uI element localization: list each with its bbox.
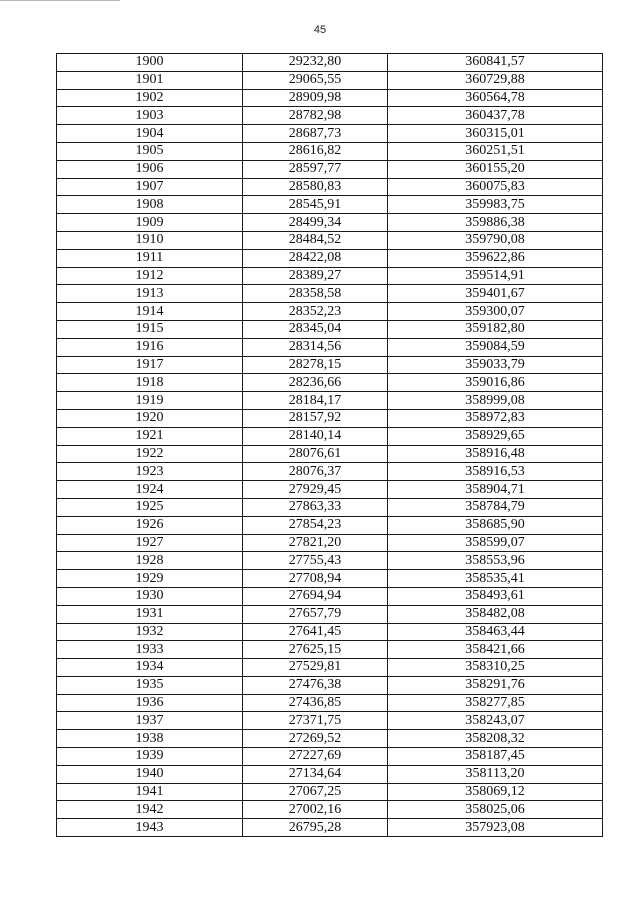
value-b-cell: 358685,90 (388, 516, 603, 534)
value-b-cell: 358916,53 (388, 463, 603, 481)
value-b-cell: 358113,20 (388, 765, 603, 783)
table-row (57, 214, 603, 232)
table-row (57, 605, 603, 623)
year-cell: 1935 (57, 676, 243, 694)
table-row (57, 552, 603, 570)
year-cell: 1923 (57, 463, 243, 481)
value-b-cell: 358904,71 (388, 481, 603, 499)
value-a-cell: 28580,83 (243, 178, 388, 196)
year-cell: 1915 (57, 320, 243, 338)
page-number: 45 (313, 24, 327, 36)
value-a-cell: 27821,20 (243, 534, 388, 552)
value-a-cell: 28597,77 (243, 160, 388, 178)
value-b-cell: 359182,80 (388, 320, 603, 338)
table-row (57, 356, 603, 374)
value-a-cell: 27755,43 (243, 552, 388, 570)
year-cell: 1938 (57, 730, 243, 748)
value-a-cell: 28422,08 (243, 249, 388, 267)
value-b-cell: 358916,48 (388, 445, 603, 463)
table-row (57, 623, 603, 641)
value-a-cell: 27854,23 (243, 516, 388, 534)
value-b-cell: 359790,08 (388, 231, 603, 249)
value-a-cell: 28140,14 (243, 427, 388, 445)
value-a-cell: 29232,80 (243, 54, 388, 72)
value-b-cell: 358482,08 (388, 605, 603, 623)
table-row (57, 267, 603, 285)
year-cell: 1924 (57, 481, 243, 499)
value-a-cell: 28499,34 (243, 214, 388, 232)
year-cell: 1908 (57, 196, 243, 214)
year-cell: 1932 (57, 623, 243, 641)
year-cell: 1916 (57, 338, 243, 356)
table-row (57, 445, 603, 463)
table-row (57, 392, 603, 410)
value-b-cell: 358784,79 (388, 498, 603, 516)
value-b-cell: 358208,32 (388, 730, 603, 748)
table-row (57, 409, 603, 427)
year-cell: 1905 (57, 142, 243, 160)
value-a-cell: 27529,81 (243, 659, 388, 677)
value-a-cell: 27227,69 (243, 748, 388, 766)
value-b-cell: 358277,85 (388, 694, 603, 712)
year-cell: 1942 (57, 801, 243, 819)
value-a-cell: 27863,33 (243, 498, 388, 516)
table-row (57, 463, 603, 481)
table-row (57, 374, 603, 392)
year-cell: 1914 (57, 303, 243, 321)
value-b-cell: 359886,38 (388, 214, 603, 232)
value-b-cell: 360437,78 (388, 107, 603, 125)
table-row (57, 89, 603, 107)
value-b-cell: 358243,07 (388, 712, 603, 730)
value-b-cell: 360315,01 (388, 125, 603, 143)
table-row (57, 694, 603, 712)
year-cell: 1943 (57, 819, 243, 837)
year-cell: 1930 (57, 587, 243, 605)
value-a-cell: 27657,79 (243, 605, 388, 623)
year-cell: 1925 (57, 498, 243, 516)
value-a-cell: 28358,58 (243, 285, 388, 303)
year-cell: 1902 (57, 89, 243, 107)
table-row (57, 641, 603, 659)
value-a-cell: 27641,45 (243, 623, 388, 641)
value-b-cell: 358999,08 (388, 392, 603, 410)
value-b-cell: 358463,44 (388, 623, 603, 641)
table-row (57, 231, 603, 249)
table-row (57, 249, 603, 267)
scan-edge-line (0, 0, 120, 9)
value-b-cell: 358972,83 (388, 409, 603, 427)
year-cell: 1934 (57, 659, 243, 677)
table-row (57, 516, 603, 534)
value-b-cell: 360564,78 (388, 89, 603, 107)
table-row (57, 765, 603, 783)
table-row (57, 142, 603, 160)
year-cell: 1904 (57, 125, 243, 143)
value-a-cell: 28236,66 (243, 374, 388, 392)
table-row (57, 125, 603, 143)
year-cell: 1909 (57, 214, 243, 232)
value-a-cell: 27708,94 (243, 570, 388, 588)
value-b-cell: 360729,88 (388, 71, 603, 89)
value-a-cell: 28278,15 (243, 356, 388, 374)
value-b-cell: 359514,91 (388, 267, 603, 285)
table-row (57, 160, 603, 178)
value-b-cell: 358310,25 (388, 659, 603, 677)
value-a-cell: 27371,75 (243, 712, 388, 730)
value-b-cell: 358929,65 (388, 427, 603, 445)
value-a-cell: 28314,56 (243, 338, 388, 356)
value-a-cell: 28616,82 (243, 142, 388, 160)
value-a-cell: 27476,38 (243, 676, 388, 694)
value-b-cell: 359983,75 (388, 196, 603, 214)
value-b-cell: 360155,20 (388, 160, 603, 178)
year-cell: 1927 (57, 534, 243, 552)
value-b-cell: 359622,86 (388, 249, 603, 267)
table-row (57, 303, 603, 321)
table-row (57, 481, 603, 499)
table-row (57, 498, 603, 516)
table-row (57, 427, 603, 445)
year-cell: 1918 (57, 374, 243, 392)
value-b-cell: 358069,12 (388, 783, 603, 801)
value-a-cell: 28687,73 (243, 125, 388, 143)
table-row (57, 819, 603, 837)
year-cell: 1920 (57, 409, 243, 427)
table-row (57, 107, 603, 125)
table-row (57, 534, 603, 552)
value-b-cell: 360841,57 (388, 54, 603, 72)
value-a-cell: 27269,52 (243, 730, 388, 748)
value-b-cell: 360251,51 (388, 142, 603, 160)
value-b-cell: 358553,96 (388, 552, 603, 570)
value-b-cell: 358291,76 (388, 676, 603, 694)
year-cell: 1940 (57, 765, 243, 783)
value-a-cell: 28076,61 (243, 445, 388, 463)
year-cell: 1926 (57, 516, 243, 534)
value-b-cell: 360075,83 (388, 178, 603, 196)
value-b-cell: 358025,06 (388, 801, 603, 819)
table-row (57, 783, 603, 801)
value-a-cell: 28782,98 (243, 107, 388, 125)
table-row (57, 801, 603, 819)
value-a-cell: 28352,23 (243, 303, 388, 321)
year-cell: 1936 (57, 694, 243, 712)
year-cell: 1921 (57, 427, 243, 445)
year-cell: 1941 (57, 783, 243, 801)
table-row (57, 71, 603, 89)
table-row (57, 338, 603, 356)
value-b-cell: 359033,79 (388, 356, 603, 374)
year-cell: 1906 (57, 160, 243, 178)
year-cell: 1911 (57, 249, 243, 267)
value-a-cell: 28076,37 (243, 463, 388, 481)
value-b-cell: 358187,45 (388, 748, 603, 766)
year-cell: 1939 (57, 748, 243, 766)
value-a-cell: 27625,15 (243, 641, 388, 659)
value-a-cell: 28909,98 (243, 89, 388, 107)
table-row (57, 178, 603, 196)
year-cell: 1900 (57, 54, 243, 72)
value-a-cell: 28184,17 (243, 392, 388, 410)
value-b-cell: 357923,08 (388, 819, 603, 837)
year-cell: 1922 (57, 445, 243, 463)
table-row (57, 730, 603, 748)
value-b-cell: 358493,61 (388, 587, 603, 605)
value-a-cell: 27929,45 (243, 481, 388, 499)
year-cell: 1917 (57, 356, 243, 374)
value-a-cell: 27134,64 (243, 765, 388, 783)
value-a-cell: 28389,27 (243, 267, 388, 285)
table-row (57, 285, 603, 303)
year-cell: 1912 (57, 267, 243, 285)
year-cell: 1913 (57, 285, 243, 303)
value-a-cell: 28484,52 (243, 231, 388, 249)
value-a-cell: 27067,25 (243, 783, 388, 801)
table-row (57, 570, 603, 588)
year-cell: 1937 (57, 712, 243, 730)
value-a-cell: 27002,16 (243, 801, 388, 819)
year-cell: 1931 (57, 605, 243, 623)
year-cell: 1901 (57, 71, 243, 89)
value-a-cell: 26795,28 (243, 819, 388, 837)
table-body (57, 54, 603, 837)
year-cell: 1928 (57, 552, 243, 570)
year-cell: 1933 (57, 641, 243, 659)
year-cell: 1929 (57, 570, 243, 588)
value-a-cell: 27694,94 (243, 587, 388, 605)
value-b-cell: 359300,07 (388, 303, 603, 321)
value-a-cell: 28157,92 (243, 409, 388, 427)
value-b-cell: 358599,07 (388, 534, 603, 552)
table-row (57, 587, 603, 605)
table-row (57, 712, 603, 730)
value-b-cell: 358421,66 (388, 641, 603, 659)
year-cell: 1903 (57, 107, 243, 125)
value-b-cell: 359401,67 (388, 285, 603, 303)
value-b-cell: 359084,59 (388, 338, 603, 356)
table-row (57, 196, 603, 214)
year-cell: 1910 (57, 231, 243, 249)
table-row (57, 748, 603, 766)
table-row (57, 659, 603, 677)
table-row (57, 54, 603, 72)
year-cell: 1907 (57, 178, 243, 196)
data-table (56, 53, 603, 837)
value-b-cell: 358535,41 (388, 570, 603, 588)
value-a-cell: 28345,04 (243, 320, 388, 338)
table-row (57, 320, 603, 338)
value-a-cell: 28545,91 (243, 196, 388, 214)
value-a-cell: 27436,85 (243, 694, 388, 712)
year-cell: 1919 (57, 392, 243, 410)
table-row (57, 676, 603, 694)
value-b-cell: 359016,86 (388, 374, 603, 392)
value-a-cell: 29065,55 (243, 71, 388, 89)
